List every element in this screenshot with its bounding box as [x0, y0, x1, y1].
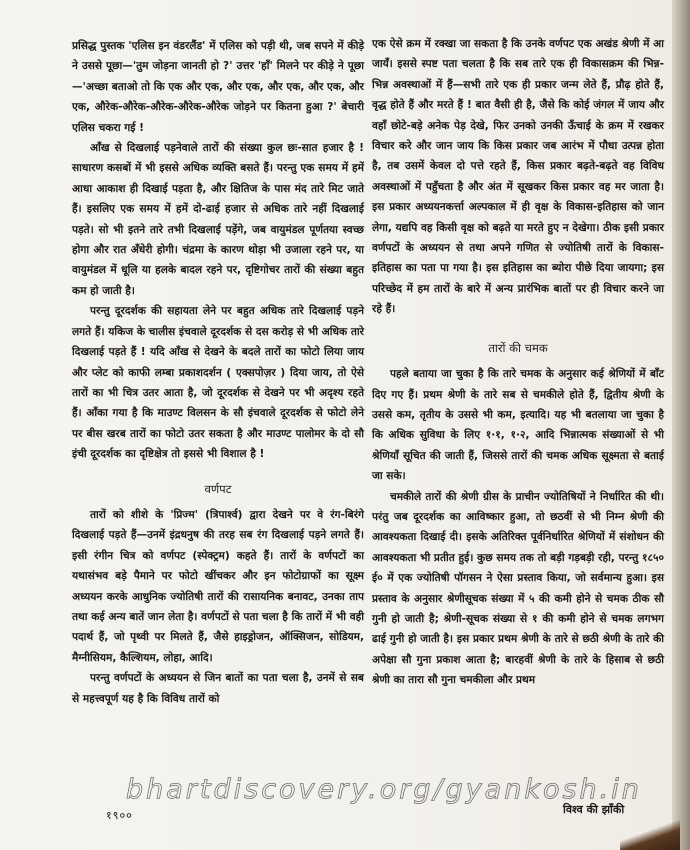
paragraph-pogson-scale: चमकीले तारों की श्रेणी ग्रीस के प्राचीन ज्योतिषियों ने निर्धारित की थी। परंतु जब दूरदर्शक का आविष्कार हुआ, तो छठवीं से भी निम्न श्रेणी की आवश्यकता दिखाई दी। इसके अतिरिक्त पूर्वनिर्धारित श्रेणियों में संशोधन की आवश्यकता भी प्रतीत हुई। कुछ समय तक तो बड़ी गड़बड़ी रही, परन्तु १८५० ई० में एक ज्योतिषी पॉगसन ने ऐसा प्रस्ताव किया, जो सर्वमान्य हुआ। इस प्रस्ताव के अनुसार श्रेणीसूचक संख्या में ५ की कमी होने से चमक ठीक सौ गुनी हो जाती है; श्रेणी-सूचक संख्या से १ की कमी होने से चमक लगभग ढाई गुनी हो जाती है। इस प्रकार प्रथम श्रेणी के तारे से छठी श्रेणी के तारे की अपेक्षा सौ गुना प्रकाश आता है; बारहवीं श्रेणी के तारे के हिसाब से छठी श्रेणी का तारा सौ गुना चमकीला और प्रथम [372, 490, 664, 687]
book-cover-corner [620, 820, 680, 850]
paragraph-evolution: एक ऐसे क्रम में रक्खा जा सकता है कि उनके वर्णपट एक अखंड श्रेणी में आ जायँ। इससे स्पष्ट पता चलता है कि सब तारे एक ही विकासक्रम की भिन्न-भिन्न अवस्थाओं में हैं—सभी तारे एक ही प्रकार जन्म लेते हैं, प्रौढ़ होते हैं, वृद्ध होते हैं और मरते हैं ! बात वैसी ही है, जैसे कि कोई जंगल में जाय और वहाँ छोटे-बड़े अनेक पेड़ देखे, फिर उनको उनकी ऊँचाई के क्रम में रखकर विचार करे और जान जाय कि किस प्रकार जब आरंभ में पौधा उत्पन्न होता है, तब उसमें केवल दो पत्ते रहते हैं, किस प्रकार बढ़ते-बढ़ते वह विविध अवस्थाओं में पहुँचता है और अंत में सूखकर किस प्रकार वह मर जाता है। इस प्रकार अध्ययनकर्त्ता अल्पकाल में ही वृक्ष के विकास-इतिहास को जान लेगा, यद्यपि वह किसी वृक्ष को बढ़ते या मरते हुए न देखेगा। ठीक इसी प्रकार वर्णपटों के अध्ययन से तथा अपने गणित से ज्योतिषी तारों के विकास-इतिहास का पता पा गया है। इस इतिहास का ब्योरा पीछे दिया जायगा; इस परिच्छेद में हम तारों के बारे में अन्य प्रारंभिक बातों पर ही विचार करने जा रहे हैं। [372, 38, 664, 316]
running-footer-title: विश्व की झाँकी [563, 803, 625, 816]
paragraph-spectrum-study: परन्तु वर्णपटों के अध्ययन से जिन बातों का पता चला है, उनमें से सब से महत्त्वपूर्ण यह है कि विविध तारों को [72, 672, 364, 705]
paragraph-spectrum: तारों को शीशे के 'प्रिज्म' (त्रिपार्श्व) द्वारा देखने पर वे रंग-बिरंगे दिखलाई पड़ते हैं—उनमें इंद्रधनुष की तरह सब रंग दिखलाई पड़ने लगते हैं। इसी रंगीन चित्र को वर्णपट (स्पेक्ट्रम) कहते हैं। तारों के वर्णपटों का यथासंभव बड़े पैमाने पर फोटो खींचकर और इन फोटोग्राफों का सूक्ष्म अध्ययन करके आधुनिक ज्योतिषी तारों की रासायनिक बनावट, उनका ताप तथा कई अन्य बातें जान लेता है। वर्णपटों से पता चला है कि तारों में भी वही पदार्थ हैं, जो पृथ्वी पर मिलते हैं, जैसे हाइड्रोजन, ऑक्सिजन, सोडियम, मैग्नीसियम, कैल्शियम, लोहा, आदि। [72, 508, 364, 664]
right-column [372, 34, 664, 691]
watermark: bhartdiscovery.org/gyankosh.in [126, 774, 642, 805]
paragraph-visible-stars: आँख से दिखलाई पड़नेवाले तारों की संख्या कुल छः-सात हजार है ! साधारण कसबों में भी इससे अधिक व्यक्ति बसते हैं। परन्तु एक समय में हमें आधा आकाश ही दिखाई पड़ता है, और क्षितिज के पास मंद तारे मिट जाते हैं। इसलिए एक समय में हमें दो-ढाई हजार से अधिक तारे नहीं दिखलाई पड़ते। सो भी इतने तारे तभी दिखलाई पड़ेंगे, जब वायुमंडल पूर्णतया स्वच्छ होगा और रात अँधेरी होगी। चंद्रमा के कारण थोड़ा भी उजाला रहने पर, या वायुमंडल में धूलि या हलके बादल रहने पर, दृष्टिगोचर तारों की संख्या बहुत कम हो जाती है। [72, 142, 364, 297]
book-binding-edge [672, 0, 690, 850]
paragraph-telescope: परन्तु दूरदर्शक की सहायता लेने पर बहुत अधिक तारे दिखलाई पड़ने लगते हैं। यकिज के चालीस इंचवाले दूरदर्शक से दस करोड़ से भी अधिक तारे दिखलाई पड़ते हैं ! यदि आँख से देखने के बदले तारों का फोटो लिया जाय और प्लेट को काफी लम्बा प्रकाशदर्शन ( एक्सपोज़र ) दिया जाय, तो ऐसे तारों का भी चित्र उतर आता है, जो दूरदर्शक से देखने पर भी अदृश्य रहते हैं। आँका गया है कि माउण्ट विलसन के सौ इंचवाले दूरदर्शक से फोटो लेने पर बीस खरब तारों का फोटो उतर सकता है और माउण्ट पालोमर के दो सौ इंची दूरदर्शक का दृष्टिक्षेत्र तो इससे भी विशाल है ! [72, 305, 364, 461]
paragraph-alice: प्रसिद्ध पुस्तक 'एलिस इन वंडरलैंड' में एलिस को पड़ी थी, जब सपने में कीड़े ने उससे पूछा—'तुम जोड़ना जानती हो ?' उत्तर 'हाँ' मिलने पर कीड़े ने पूछा—'अच्छा बताओ तो कि एक और एक, और एक, और एक, और एक, और एक, औरेक-औरेक-औरेक-औरेक-औरेक जोड़ने पर कितना हुआ ?' बेचारी एलिस चकरा गई ! [72, 40, 364, 134]
paragraph-magnitude-classes: पहले बताया जा चुका है कि तारे चमक के अनुसार कई श्रेणियों में बाँट दिए गए हैं। प्रथम श्रेणी के तारे सब से चमकीले होते हैं, द्वितीय श्रेणी के उससे कम, तृतीय के उससे भी कम, इत्यादि। यह भी बतलाया जा चुका है कि अधिक सुविधा के लिए १·१, १·२, आदि भिन्नात्मक संख्याओं से भी श्रेणियाँ सूचित की जाती हैं, जिससे तारों की चमक अधिक सूक्ष्मता से बताई जा सके। [372, 368, 664, 483]
page-number: १९०० [106, 809, 133, 822]
left-column [72, 36, 364, 709]
section-heading-spectrum: वर्णपट [204, 481, 232, 496]
section-heading-brightness: तारों की चमक [488, 340, 548, 355]
